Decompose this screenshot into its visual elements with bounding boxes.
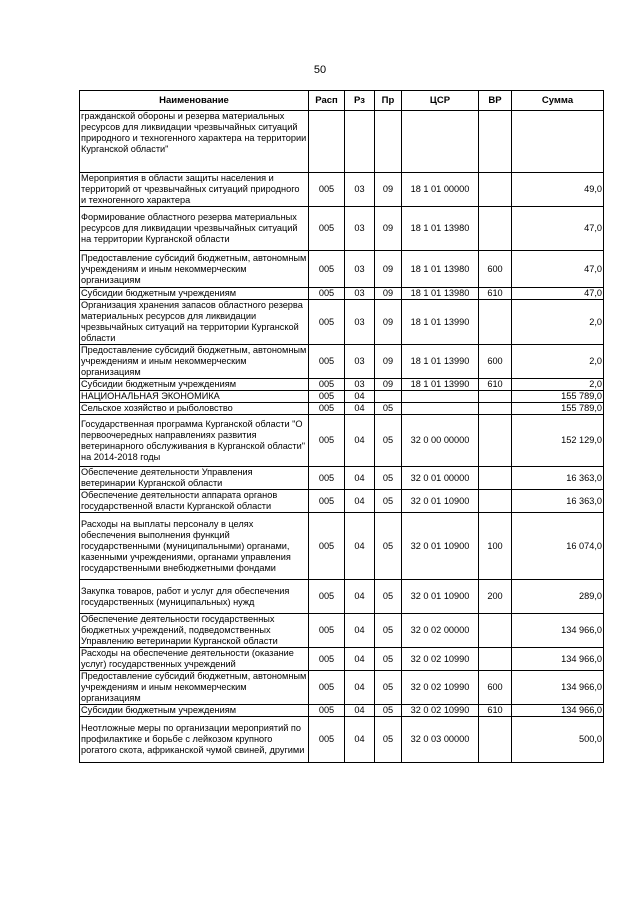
cell-rasp: 005 [309,467,345,490]
cell-vr [479,717,512,763]
cell-csr: 32 0 01 10900 [402,490,479,513]
table-row [80,403,604,415]
cell-rz [345,111,375,173]
cell-csr: 32 0 01 00000 [402,467,479,490]
cell-pr [375,111,402,173]
cell-sum: 500,0 [512,717,604,763]
cell-csr: 32 0 01 10900 [402,580,479,614]
table-row [80,705,604,717]
cell-rz: 03 [345,207,375,251]
cell-rz: 03 [345,251,375,288]
cell-csr: 18 1 01 13990 [402,300,479,345]
table-body [80,111,604,763]
cell-pr: 09 [375,251,402,288]
cell-csr: 32 0 02 10990 [402,648,479,671]
cell-pr: 05 [375,403,402,415]
cell-rasp: 005 [309,671,345,705]
cell-pr: 05 [375,717,402,763]
cell-csr: 32 0 02 10990 [402,671,479,705]
cell-rz: 04 [345,490,375,513]
cell-rasp: 005 [309,415,345,467]
cell-csr: 18 1 01 13990 [402,345,479,379]
cell-sum: 47,0 [512,207,604,251]
table-row [80,111,604,173]
cell-rasp: 005 [309,717,345,763]
cell-rz: 03 [345,300,375,345]
cell-name: Субсидии бюджетным учреждениям [80,288,309,300]
cell-vr: 600 [479,345,512,379]
cell-rasp: 005 [309,648,345,671]
cell-name: Предоставление субсидий бюджетным, автономным учреждениям и иным некоммерческим организациям [80,345,309,379]
cell-csr: 18 1 01 13980 [402,251,479,288]
header-row [80,91,604,111]
cell-sum: 134 966,0 [512,648,604,671]
cell-rasp: 005 [309,173,345,207]
cell-rz: 03 [345,288,375,300]
table-row [80,671,604,705]
table-row [80,173,604,207]
table-row [80,288,604,300]
cell-rasp: 005 [309,705,345,717]
header-sum: Сумма [512,91,604,111]
cell-csr: 32 0 02 00000 [402,614,479,648]
cell-pr: 05 [375,490,402,513]
table-row [80,648,604,671]
cell-name: Мероприятия в области защиты населения и территорий от чрезвычайных ситуаций природного и техногенного характера [80,173,309,207]
cell-vr [479,300,512,345]
cell-rz: 04 [345,717,375,763]
header-pr: Пр [375,91,402,111]
cell-rz: 03 [345,173,375,207]
cell-sum [512,111,604,173]
cell-pr: 05 [375,513,402,580]
cell-rasp: 005 [309,345,345,379]
cell-sum: 155 789,0 [512,403,604,415]
cell-name: Предоставление субсидий бюджетным, автономным учреждениям и иным некоммерческим организациям [80,671,309,705]
cell-rasp: 005 [309,251,345,288]
cell-pr: 09 [375,379,402,391]
cell-pr: 09 [375,207,402,251]
cell-csr [402,391,479,403]
cell-rz: 03 [345,345,375,379]
cell-rz: 04 [345,513,375,580]
cell-rz: 04 [345,614,375,648]
cell-name: Обеспечение деятельности Управления ветеринарии Курганской области [80,467,309,490]
header-name: Наименование [80,91,309,111]
cell-sum: 47,0 [512,288,604,300]
cell-sum: 155 789,0 [512,391,604,403]
table-row [80,207,604,251]
cell-pr: 09 [375,288,402,300]
cell-sum: 2,0 [512,345,604,379]
cell-sum: 47,0 [512,251,604,288]
cell-vr: 610 [479,288,512,300]
cell-rasp [309,111,345,173]
cell-pr [375,391,402,403]
cell-vr: 610 [479,379,512,391]
cell-vr: 600 [479,671,512,705]
budget-table [79,90,604,763]
cell-name: Закупка товаров, работ и услуг для обеспечения государственных (муниципальных) нужд [80,580,309,614]
cell-name: гражданской обороны и резерва материальных ресурсов для ликвидации чрезвычайных ситуаций природного и техногенного характера на территории Курганской области" [80,111,309,173]
table-row [80,345,604,379]
cell-pr: 09 [375,345,402,379]
cell-name: Субсидии бюджетным учреждениям [80,379,309,391]
cell-rasp: 005 [309,379,345,391]
cell-vr [479,207,512,251]
cell-rasp: 005 [309,490,345,513]
header-vr: ВР [479,91,512,111]
cell-name: Сельское хозяйство и рыболовство [80,403,309,415]
cell-rz: 04 [345,415,375,467]
cell-sum: 16 363,0 [512,467,604,490]
cell-csr: 18 1 01 13980 [402,207,479,251]
cell-sum: 2,0 [512,379,604,391]
cell-vr: 200 [479,580,512,614]
cell-csr [402,111,479,173]
cell-name: НАЦИОНАЛЬНАЯ ЭКОНОМИКА [80,391,309,403]
cell-sum: 16 074,0 [512,513,604,580]
cell-sum: 134 966,0 [512,614,604,648]
table-row [80,717,604,763]
cell-vr [479,403,512,415]
cell-vr [479,648,512,671]
cell-csr [402,403,479,415]
cell-rasp: 005 [309,580,345,614]
cell-csr: 32 0 03 00000 [402,717,479,763]
cell-vr [479,467,512,490]
cell-rz: 04 [345,705,375,717]
cell-name: Расходы на обеспечение деятельности (оказание услуг) государственных учреждений [80,648,309,671]
cell-name: Предоставление субсидий бюджетным, автономным учреждениям и иным некоммерческим организациям [80,251,309,288]
header-csr: ЦСР [402,91,479,111]
cell-sum: 134 966,0 [512,671,604,705]
cell-pr: 05 [375,467,402,490]
cell-name: Обеспечение деятельности государственных бюджетных учреждений, подведомственных Управлению ветеринарии Курганской области [80,614,309,648]
cell-rasp: 005 [309,300,345,345]
cell-vr [479,391,512,403]
table-row [80,490,604,513]
cell-rz: 04 [345,671,375,705]
cell-rasp: 005 [309,391,345,403]
cell-vr: 610 [479,705,512,717]
cell-vr [479,415,512,467]
table-row [80,614,604,648]
cell-rasp: 005 [309,207,345,251]
cell-csr: 32 0 01 10900 [402,513,479,580]
table-row [80,467,604,490]
cell-rasp: 005 [309,614,345,648]
cell-vr: 600 [479,251,512,288]
cell-vr: 100 [479,513,512,580]
cell-rasp: 005 [309,513,345,580]
cell-pr: 05 [375,705,402,717]
cell-rz: 04 [345,467,375,490]
cell-pr: 05 [375,671,402,705]
cell-csr: 32 0 00 00000 [402,415,479,467]
table-row [80,513,604,580]
header-rz: Рз [345,91,375,111]
cell-pr: 05 [375,648,402,671]
cell-name: Неотложные меры по организации мероприятий по профилактике и борьбе с лейкозом крупного рогатого скота, африканской чумой свиней, другими [80,717,309,763]
cell-name: Организация хранения запасов областного резерва материальных ресурсов для ликвидации чрезвычайных ситуаций на территории Курганской области [80,300,309,345]
cell-rz: 04 [345,580,375,614]
table-row [80,251,604,288]
table-row [80,300,604,345]
cell-pr: 05 [375,415,402,467]
cell-csr: 18 1 01 13980 [402,288,479,300]
cell-rasp: 005 [309,403,345,415]
cell-vr [479,173,512,207]
cell-rz: 03 [345,379,375,391]
cell-name: Субсидии бюджетным учреждениям [80,705,309,717]
table-row [80,379,604,391]
cell-csr: 18 1 01 13990 [402,379,479,391]
cell-sum: 289,0 [512,580,604,614]
cell-rasp: 005 [309,288,345,300]
cell-vr [479,490,512,513]
cell-pr: 05 [375,580,402,614]
cell-csr: 32 0 02 10990 [402,705,479,717]
cell-pr: 05 [375,614,402,648]
cell-rz: 04 [345,648,375,671]
cell-pr: 09 [375,173,402,207]
cell-rz: 04 [345,403,375,415]
cell-vr [479,614,512,648]
cell-name: Обеспечение деятельности аппарата органов государственной власти Курганской области [80,490,309,513]
cell-pr: 09 [375,300,402,345]
table-row [80,580,604,614]
cell-name: Государственная программа Курганской области "О первоочередных направлениях развития ветеринарного обслуживания в Курганской области" на 2014-2018 годы [80,415,309,467]
cell-name: Расходы на выплаты персоналу в целях обеспечения выполнения функций государственными (муниципальными) органами, казенными учреждениями, органами управления государственными внебюджетными фондами [80,513,309,580]
cell-sum: 49,0 [512,173,604,207]
cell-rz: 04 [345,391,375,403]
cell-csr: 18 1 01 00000 [402,173,479,207]
cell-vr [479,111,512,173]
cell-sum: 152 129,0 [512,415,604,467]
cell-name: Формирование областного резерва материальных ресурсов для ликвидации чрезвычайных ситуаций на территории Курганской области [80,207,309,251]
header-rasp: Расп [309,91,345,111]
cell-sum: 16 363,0 [512,490,604,513]
table-row [80,415,604,467]
page-number: 50 [313,64,327,76]
table-row [80,391,604,403]
cell-sum: 2,0 [512,300,604,345]
cell-sum: 134 966,0 [512,705,604,717]
